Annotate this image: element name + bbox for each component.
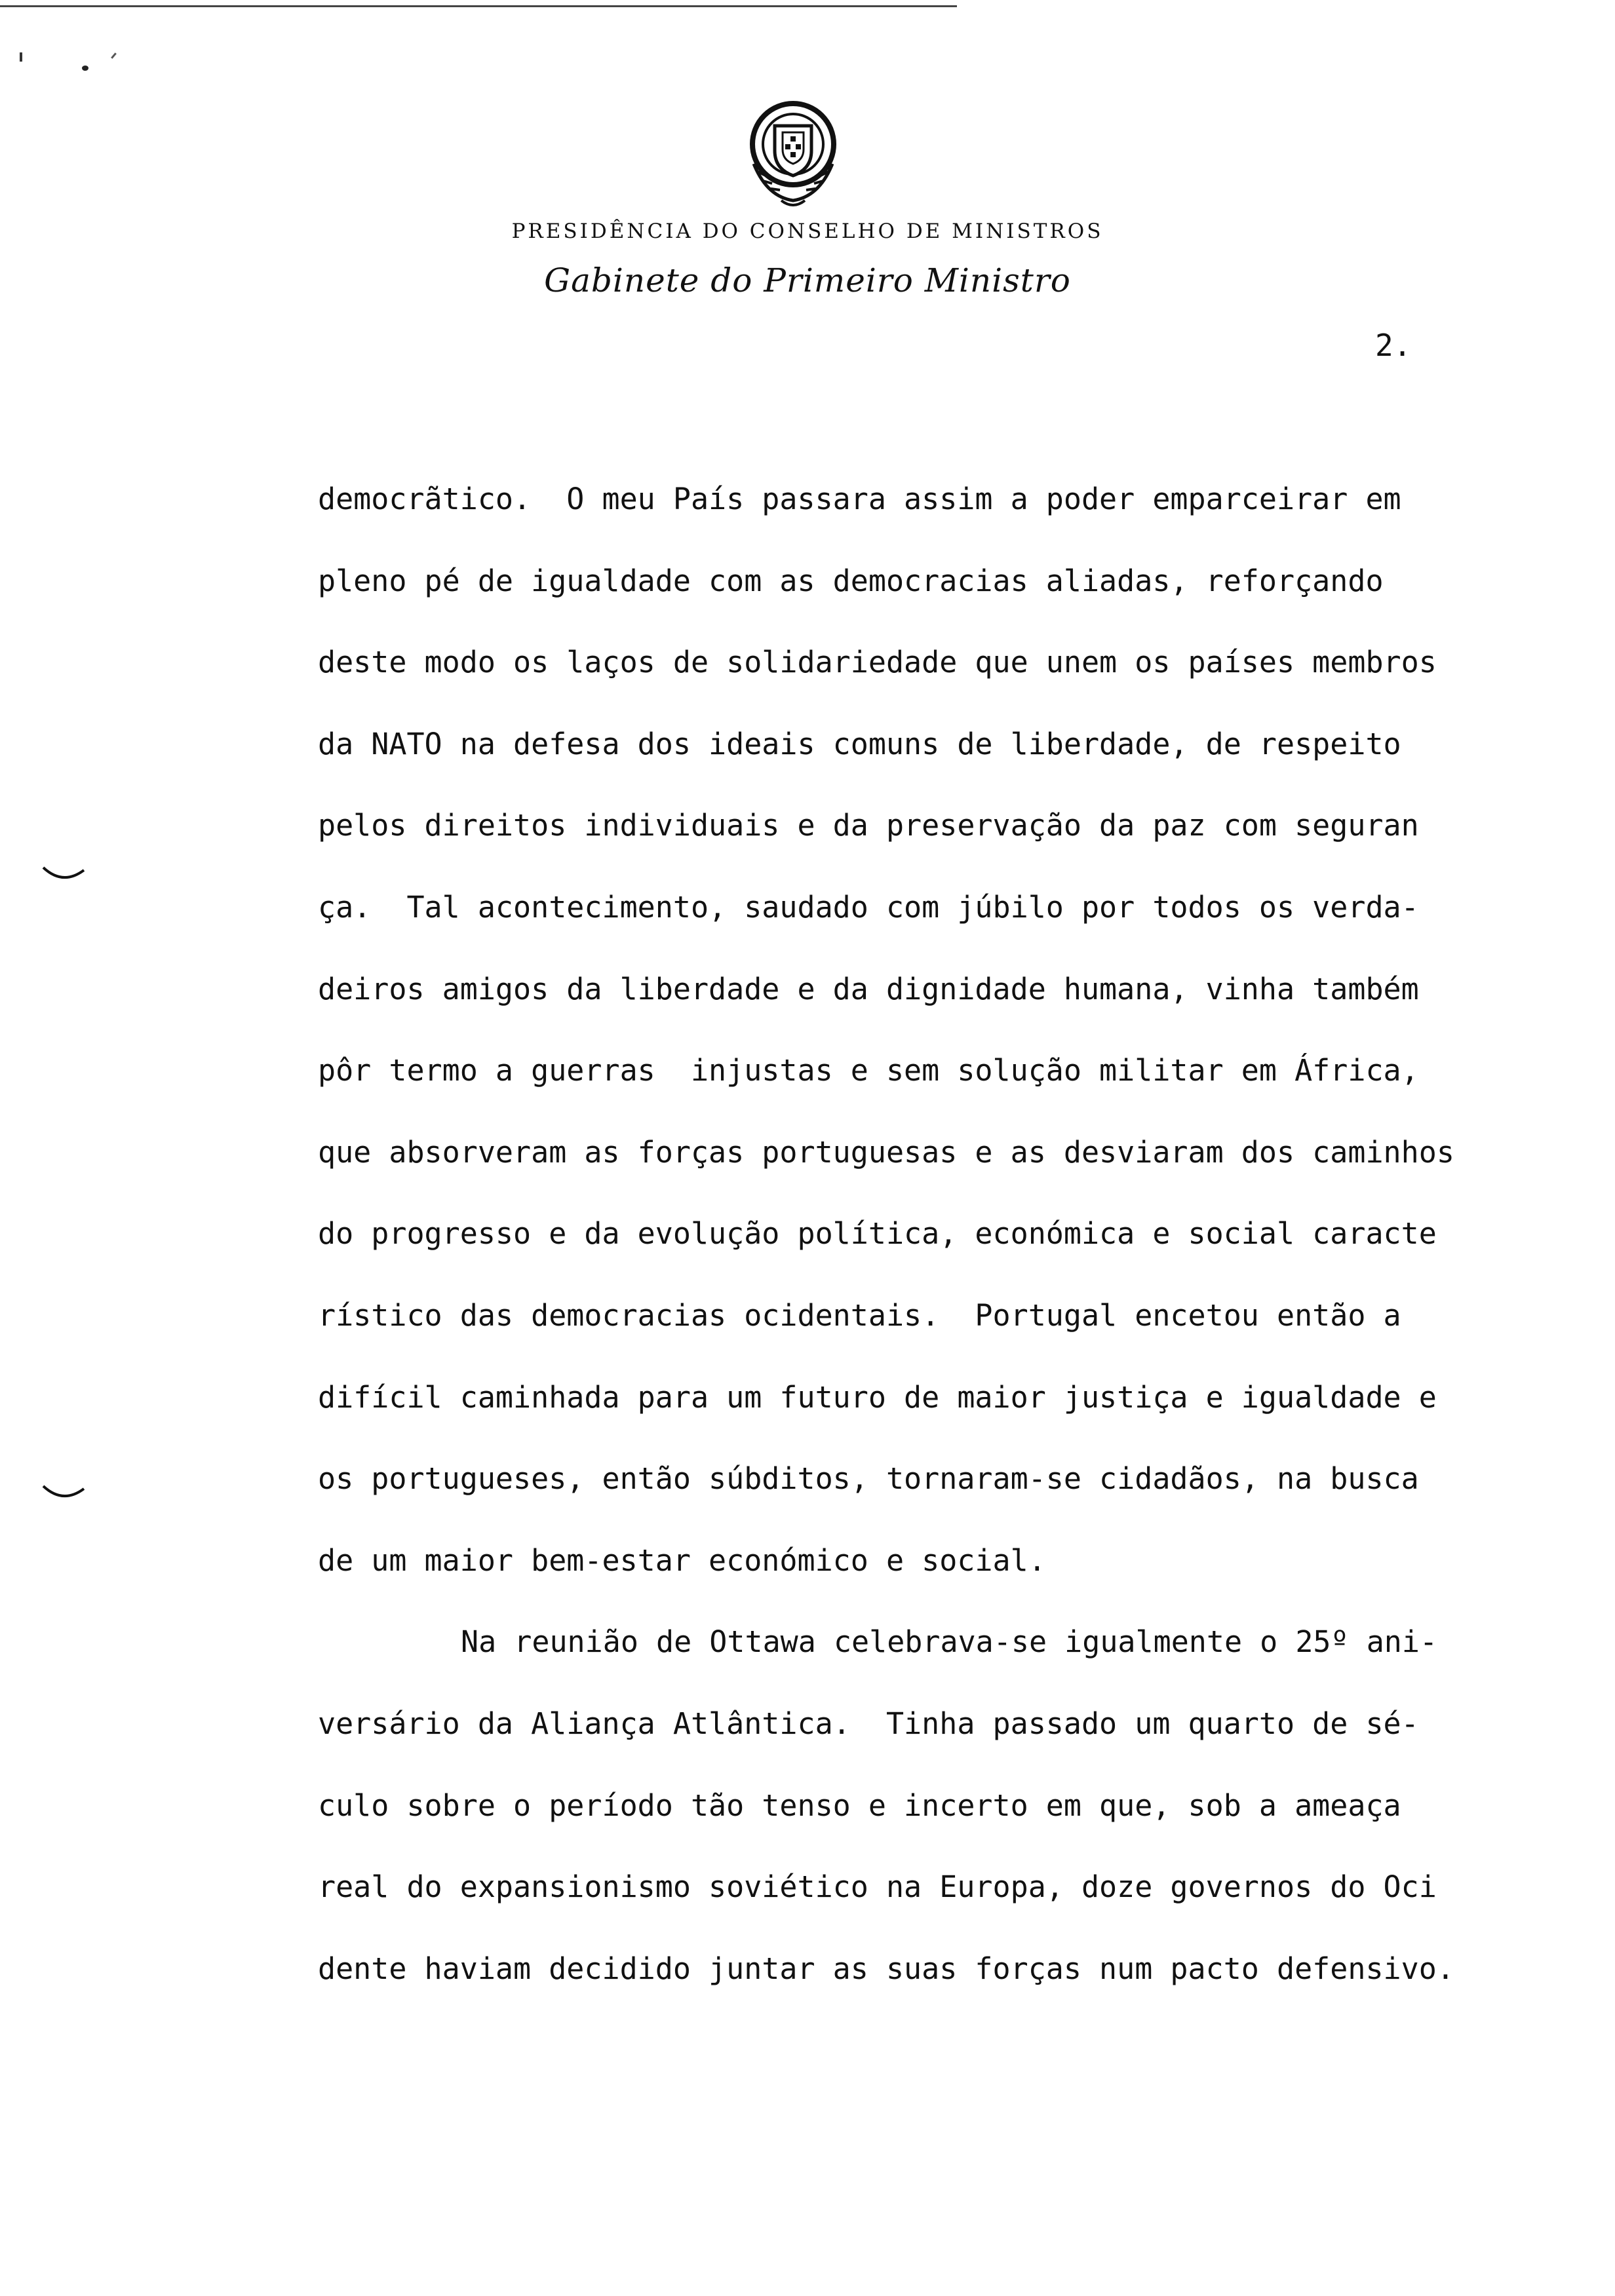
body-line: dente haviam decidido juntar as suas forças num pacto defensivo. — [318, 1951, 1454, 1986]
office-name: Gabinete do Primeiro Ministro — [544, 261, 1071, 299]
body-line: rístico das democracias ocidentais. Portugal encetou então a — [318, 1297, 1401, 1333]
letterhead — [0, 220, 1615, 299]
body-line: pelos direitos individuais e da preservação da paz com seguran — [318, 808, 1419, 843]
scan-top-rule — [0, 5, 957, 7]
body-line: deiros amigos da liberdade e da dignidade humana, vinha também — [318, 971, 1419, 1006]
scan-speck-mark — [82, 66, 88, 71]
document-body — [318, 459, 1589, 2010]
organization-name: PRESIDÊNCIA DO CONSELHO DE MINISTROS — [511, 220, 1104, 243]
body-line: real do expansionismo soviético na Europa, doze governos do Oci — [318, 1869, 1437, 1905]
body-line: os portugueses, então súbditos, tornaram-se cidadãos, na busca — [318, 1461, 1419, 1497]
coat-of-arms-seal-icon — [728, 85, 859, 216]
body-line: pleno pé de igualdade com as democracias aliadas, reforçando — [318, 563, 1384, 598]
body-line: ça. Tal acontecimento, saudado com júbilo por todos os verda- — [318, 889, 1419, 925]
page-number: 2. — [1375, 328, 1412, 363]
body-line: que absorveram as forças portuguesas e as desviaram dos caminhos — [318, 1134, 1454, 1170]
margin-hole-mark — [41, 1482, 87, 1506]
body-line: da NATO na defesa dos ideais comuns de liberdade, de respeito — [318, 726, 1401, 761]
body-line: deste modo os laços de solidariedade que unem os países membros — [318, 645, 1437, 680]
body-line: de um maior bem-estar económico e social. — [318, 1542, 1046, 1578]
body-line: versário da Aliança Atlântica. Tinha passado um quarto de sé- — [318, 1706, 1419, 1741]
body-line: culo sobre o período tão tenso e incerto em que, sob a ameaça — [318, 1788, 1401, 1823]
scan-speck-mark — [111, 52, 117, 59]
paragraph-first-line: Na reunião de Ottawa celebrava-se igualmente o 25º ani- — [461, 1624, 1438, 1660]
scan-speck-mark — [20, 52, 22, 62]
body-line: democrãtico. O meu País passara assim a poder emparceirar em — [318, 482, 1401, 516]
body-line: do progresso e da evolução política, económica e social caracte — [318, 1216, 1437, 1252]
margin-hole-mark — [41, 864, 87, 887]
body-line: difícil caminhada para um futuro de maior justiça e igualdade e — [318, 1379, 1437, 1415]
body-line: pôr termo a guerras injustas e sem solução militar em África, — [318, 1053, 1419, 1088]
